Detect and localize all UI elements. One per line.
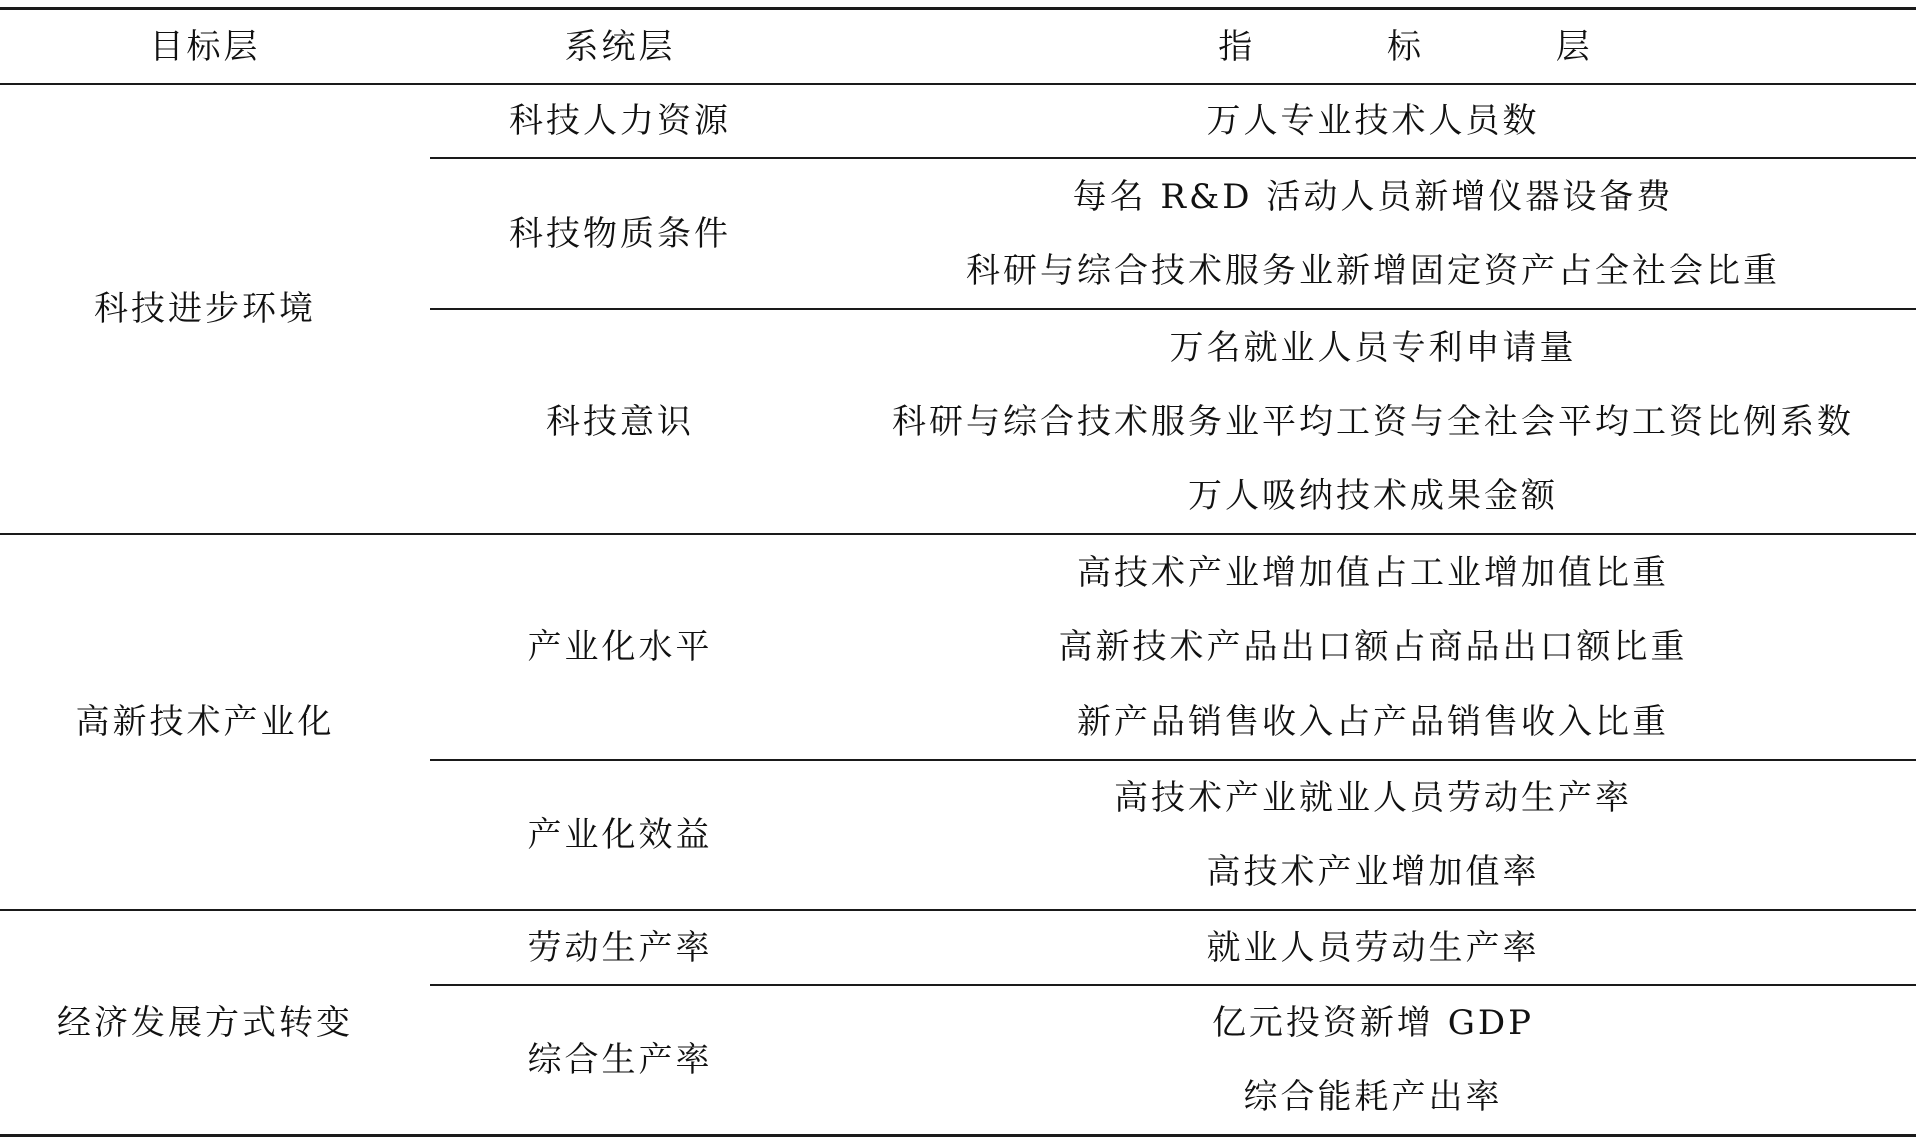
indicator-cell: 就业人员劳动生产率	[1206, 927, 1540, 968]
header-system-layer: 系统层	[564, 26, 676, 67]
system-cell: 劳动生产率	[527, 927, 713, 968]
indicator-cell: 科研与综合技术服务业平均工资与全社会平均工资比例系数	[892, 402, 1854, 442]
target-cell: 经济发展方式转变	[57, 1002, 353, 1043]
system-cell: 科技人力资源	[509, 101, 731, 141]
indicator-cell: 高技术产业增加值率	[1206, 852, 1540, 892]
header-target-layer: 目标层	[149, 26, 261, 67]
indicator-cell: 每名 R&D 活动人员新增仪器设备费	[1072, 176, 1674, 217]
indicator-cell: 万人专业技术人员数	[1206, 101, 1540, 141]
indicator-cell: 新产品销售收入占产品销售收入比重	[1077, 701, 1669, 742]
target-cell: 科技进步环境	[94, 289, 316, 329]
system-cell: 产业化水平	[527, 627, 713, 667]
indicator-cell: 综合能耗产出率	[1243, 1077, 1503, 1117]
table-bottom-rule	[0, 1134, 1916, 1137]
indicator-cell: 科研与综合技术服务业新增固定资产占全社会比重	[966, 251, 1780, 291]
system-cell: 科技意识	[546, 401, 694, 442]
header-indicator-layer: 指 标 层	[1218, 26, 1652, 67]
indicator-cell: 万名就业人员专利申请量	[1169, 327, 1577, 368]
indicator-cell: 万人吸纳技术成果金额	[1188, 476, 1558, 516]
system-cell: 科技物质条件	[509, 213, 731, 254]
system-cell: 综合生产率	[527, 1040, 713, 1080]
indicator-cell: 亿元投资新增 GDP	[1211, 1003, 1535, 1043]
indicator-cell: 高技术产业就业人员劳动生产率	[1114, 778, 1632, 818]
indicator-cell: 高新技术产品出口额占商品出口额比重	[1058, 627, 1688, 667]
target-cell: 高新技术产业化	[75, 702, 335, 742]
system-cell: 产业化效益	[527, 815, 713, 855]
indicator-cell: 高技术产业增加值占工业增加值比重	[1077, 552, 1669, 593]
